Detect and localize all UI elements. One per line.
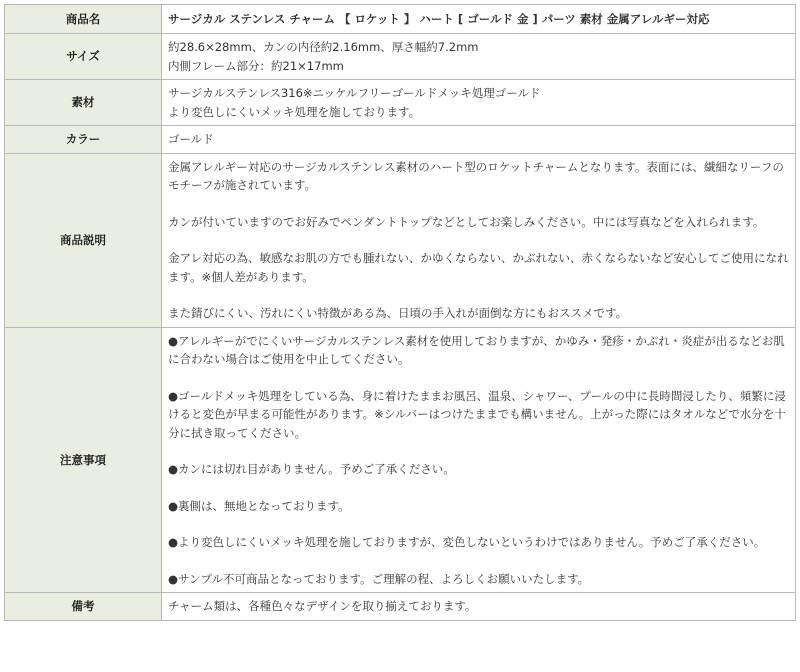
notes-paragraph: ●サンプル不可商品となっております。ご理解の程、よろしくお願いいたします。 [168, 571, 590, 586]
row-description [5, 154, 796, 328]
notes-paragraph: ●ゴールドメッキ処理をしている為、身に着けたままお風呂、温泉、シャワー、プールの中に長時間浸したり、頻繁に浸けると変色が早まる可能性があります。※シルバーはつけたままでも構いません。上がった際にはタオルなどで水分を十分に拭き取ってください。 [168, 388, 786, 440]
label-description: 商品説明 [5, 154, 162, 328]
description-paragraph: 金アレ対応の為、敏感なお肌の方でも腫れない、かゆくならない、かぶれない、赤くならないなど安心してご使用になれます。※個人差があります。 [168, 251, 789, 284]
label-color: カラー [5, 126, 162, 154]
value-notes [162, 328, 796, 594]
label-material: 素材 [5, 80, 162, 126]
notes-paragraph: ●裏側は、無地となっております。 [168, 498, 350, 513]
description-paragraph: 金属アレルギー対応のサージカルステンレス素材のハート型のロケットチャームとなります。表面には、繊細なリーフのモチーフが施されています。 [168, 159, 784, 192]
row-size [5, 34, 796, 80]
size-line: 約28.6×28mm、カンの内径約2.16mm、厚さ幅約7.2mm [168, 40, 479, 54]
notes-paragraph: ●アレルギーがでにくいサージカルステンレス素材を使用しておりますが、かゆみ・発疹・かぶれ・炎症が出るなどお肌に合わない場合はご使用を中止してください。 [168, 333, 785, 366]
description-paragraph: カンが付いていますのでお好みでペンダントトップなどとしてお楽しみください。中には写真などを入れられます。 [168, 214, 765, 229]
row-notes [5, 328, 796, 594]
value-product-name: サージカル ステンレス チャーム 【 ロケット 】 ハート [ ゴールド 金 ] パーツ 素材 金属アレルギー対応 [162, 5, 796, 34]
product-spec-table [4, 4, 796, 621]
description-paragraph: また錆びにくい、汚れにくい特徴がある為、日頃の手入れが面倒な方にもおススメです。 [168, 306, 628, 320]
row-product-name [5, 5, 796, 34]
material-line: より変色しにくいメッキ処理を施しております。 [168, 104, 421, 119]
row-remarks [5, 593, 796, 621]
value-size [162, 34, 796, 80]
notes-paragraph: ●より変色しにくいメッキ処理を施しておりますが、変色しないというわけではありません。予めご了承ください。 [168, 535, 766, 549]
notes-paragraph: ●カンには切れ目がありません。予めご了承ください。 [168, 462, 455, 476]
value-color: ゴールド [162, 126, 796, 154]
value-remarks: チャーム類は、各種色々なデザインを取り揃えております。 [162, 593, 796, 621]
label-size: サイズ [5, 34, 162, 80]
row-color [5, 126, 796, 154]
row-material [5, 80, 796, 126]
material-line: サージカルステンレス316※ニッケルフリーゴールドメッキ処理ゴールド [168, 86, 541, 100]
label-product-name: 商品名 [5, 5, 162, 34]
value-description [162, 154, 796, 328]
value-material [162, 80, 796, 126]
label-remarks: 備考 [5, 593, 162, 621]
label-notes: 注意事項 [5, 328, 162, 594]
size-line: 内側フレーム部分：約21×17mm [168, 58, 344, 73]
